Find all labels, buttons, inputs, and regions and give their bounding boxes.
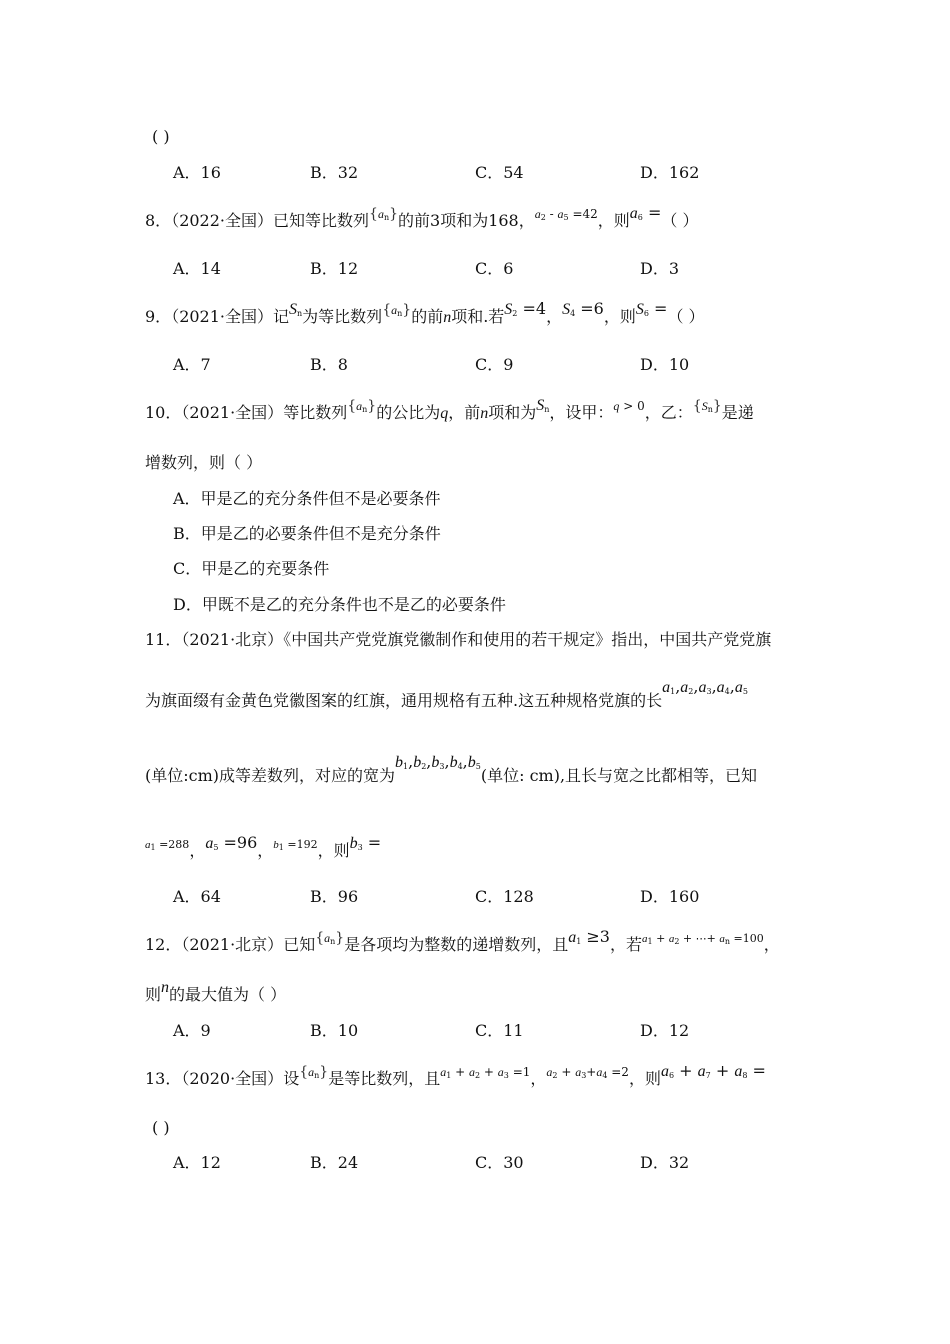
math-a2-minus-a5: a2 - a5 =42 xyxy=(534,207,598,222)
question-source: （2021·北京） xyxy=(181,630,284,649)
math-q-gt-0: q > 0 xyxy=(613,399,645,413)
question-text: ， xyxy=(257,841,274,860)
option-d: D．162 xyxy=(640,163,700,182)
math-b3: $b_3$ = xyxy=(349,833,382,852)
math-S2-eq-4: $S_2 =4$ xyxy=(504,299,547,318)
question-text: 的前 xyxy=(411,307,444,326)
option-a: A．7 xyxy=(173,355,211,374)
math-seq-an: $\{a_n\}$ xyxy=(382,302,412,318)
option-d: D．10 xyxy=(640,355,690,374)
option-d: D．甲既不是乙的充分条件也不是乙的必要条件 xyxy=(173,595,506,614)
question-12-cont xyxy=(145,979,287,1007)
q9-options xyxy=(0,354,950,376)
question-text: （ ） xyxy=(661,211,699,230)
question-text: ， xyxy=(189,841,206,860)
question-text: ， xyxy=(530,1069,547,1088)
option-c: C．9 xyxy=(475,355,514,374)
question-number: 13． xyxy=(145,1069,182,1088)
option-b: B．8 xyxy=(310,355,348,374)
math-seq-an: $\{a_n\}$ xyxy=(347,398,377,414)
math-sum-eq-100: a1 + a2 + ⋯+ an =100 xyxy=(642,932,764,946)
question-text: 是各项均为整数的递增数列，且 xyxy=(344,935,569,954)
option-c: C．30 xyxy=(475,1153,524,1172)
question-10-cont: 增数列，则（ ） xyxy=(145,453,263,472)
question-text: 的公比为 xyxy=(376,403,441,422)
option-b: B．32 xyxy=(310,163,359,182)
option-a: A．12 xyxy=(173,1153,221,1172)
question-13 xyxy=(145,1061,766,1095)
question-11-line3 xyxy=(145,752,758,792)
question-source: （2022·全国） xyxy=(171,211,273,230)
math-a6: $a_6$ = xyxy=(629,203,662,222)
math-q: q xyxy=(440,405,449,422)
option-c: C．6 xyxy=(475,259,514,278)
option-d: D．160 xyxy=(640,887,700,906)
option-c: C．128 xyxy=(475,887,534,906)
question-number: 12． xyxy=(145,935,182,954)
math-a6-a7-a8: $a_6 + a_7 + a_8$ = xyxy=(660,1061,766,1080)
question-11 xyxy=(145,629,771,651)
question-number: 9． xyxy=(145,307,172,326)
math-seq-an: $\{a_n\}$ xyxy=(299,1064,329,1080)
question-text: 记 xyxy=(273,307,290,326)
question-12 xyxy=(145,927,780,961)
option-b: B．10 xyxy=(310,1021,359,1040)
question-source: （2021·全国） xyxy=(171,307,273,326)
math-S6: $S_6$ = xyxy=(635,299,668,318)
math-a1-a2-a3-eq-1: a1 + a2 + a3 =1 xyxy=(440,1065,531,1080)
q8-options xyxy=(0,258,950,280)
question-text: 为旗面缀有金黄色党徽图案的红旗，通用规格有五种.这五种规格党旗的长 xyxy=(145,691,663,710)
option-a: A．甲是乙的充分条件但不是必要条件 xyxy=(173,489,441,508)
q11-options xyxy=(0,886,950,908)
question-text: 《中国共产党党旗党徽制作和使用的若干规定》指出，中国共产党党旗 xyxy=(283,630,772,649)
q12-options xyxy=(0,1020,950,1042)
option-d: D．32 xyxy=(640,1153,690,1172)
question-text: 项和为 xyxy=(488,403,537,422)
math-n: n xyxy=(161,979,170,996)
question-text: 的最大值为（ ） xyxy=(169,985,287,1004)
question-number: 10． xyxy=(145,403,182,422)
math-seq-an: $\{a_n\}$ xyxy=(315,930,345,946)
question-text: （ ） xyxy=(667,307,705,326)
option-c: C．54 xyxy=(475,163,524,182)
math-a2-a3-a4-eq-2: a2 + a3+a4 =2 xyxy=(546,1065,629,1080)
option-c: C．甲是乙的充要条件 xyxy=(173,559,330,578)
math-a5-eq-96: $a_5 =96$ xyxy=(205,833,258,852)
question-text: ，则 xyxy=(597,211,630,230)
q7-answer-paren: ( ) xyxy=(152,127,170,146)
question-text: 则 xyxy=(145,985,162,1004)
math-n: n xyxy=(480,405,489,422)
option-d: D．3 xyxy=(640,259,680,278)
math-seq-Sn: $\{S_n\}$ xyxy=(692,398,722,414)
option-b: B．12 xyxy=(310,259,359,278)
q13-answer-paren: ( ) xyxy=(152,1118,170,1137)
question-text: 是递 xyxy=(721,403,754,422)
question-text: (单位: cm),且长与宽之比都相等，已知 xyxy=(480,766,758,785)
question-8 xyxy=(145,203,699,237)
q7-options xyxy=(0,162,950,184)
question-text: 设 xyxy=(283,1069,300,1088)
question-text: 的前3项和为168， xyxy=(398,211,535,230)
math-b1-to-b5: $b_1,b_2,b_3,b_4,b_5$ xyxy=(395,752,481,771)
question-text: ，则 xyxy=(603,307,636,326)
question-11-line4 xyxy=(145,833,382,867)
question-text: ，设甲： xyxy=(549,403,614,422)
question-text: ，若 xyxy=(609,935,642,954)
math-b1-eq-192: b1 =192 xyxy=(273,838,318,852)
option-b: B．甲是乙的必要条件但不是充分条件 xyxy=(173,524,441,543)
question-number: 8． xyxy=(145,211,172,230)
option-b: B．96 xyxy=(310,887,359,906)
question-source: （2021·全国） xyxy=(181,403,284,422)
math-Sn: $S_n$ xyxy=(536,397,550,414)
option-a: A．16 xyxy=(173,163,221,182)
question-text: ，则 xyxy=(317,841,350,860)
option-d: D．12 xyxy=(640,1021,690,1040)
question-text: 等比数列 xyxy=(283,403,348,422)
math-a1-eq-288: a1 =288 xyxy=(145,838,190,852)
math-S4-eq-6: $S_4 =6$ xyxy=(562,299,604,318)
question-9 xyxy=(145,299,705,333)
question-10 xyxy=(145,397,754,429)
question-text: ，则 xyxy=(628,1069,661,1088)
question-source: （2020·全国） xyxy=(181,1069,284,1088)
question-11-line2 xyxy=(145,677,748,717)
option-a: A．64 xyxy=(173,887,221,906)
question-text: 项和.若 xyxy=(451,307,505,326)
math-Sn: $S_n$ xyxy=(289,301,303,318)
option-a: A．9 xyxy=(173,1021,211,1040)
option-a: A．14 xyxy=(173,259,221,278)
question-text: 已知等比数列 xyxy=(273,211,370,230)
math-a1-ge-3: $a_1 \ge 3$ xyxy=(568,927,610,946)
question-text: 已知 xyxy=(283,935,316,954)
math-n: n xyxy=(443,309,452,326)
math-a1-to-a5: $a_1,a_2,a_3,a_4,a_5$ xyxy=(662,677,748,696)
question-text: ， xyxy=(546,307,563,326)
question-text: 是等比数列，且 xyxy=(328,1069,441,1088)
question-number: 11． xyxy=(145,630,182,649)
question-text: ，前 xyxy=(448,403,481,422)
math-seq-an: $\{a_n\}$ xyxy=(369,206,399,222)
question-text: ， xyxy=(763,935,780,954)
question-source: （2021·北京） xyxy=(181,935,284,954)
question-text: 为等比数列 xyxy=(302,307,383,326)
option-c: C．11 xyxy=(475,1021,524,1040)
q13-options xyxy=(0,1152,950,1174)
question-text: (单位:cm)成等差数列，对应的宽为 xyxy=(145,766,396,785)
question-text: ，乙： xyxy=(644,403,693,422)
option-b: B．24 xyxy=(310,1153,359,1172)
